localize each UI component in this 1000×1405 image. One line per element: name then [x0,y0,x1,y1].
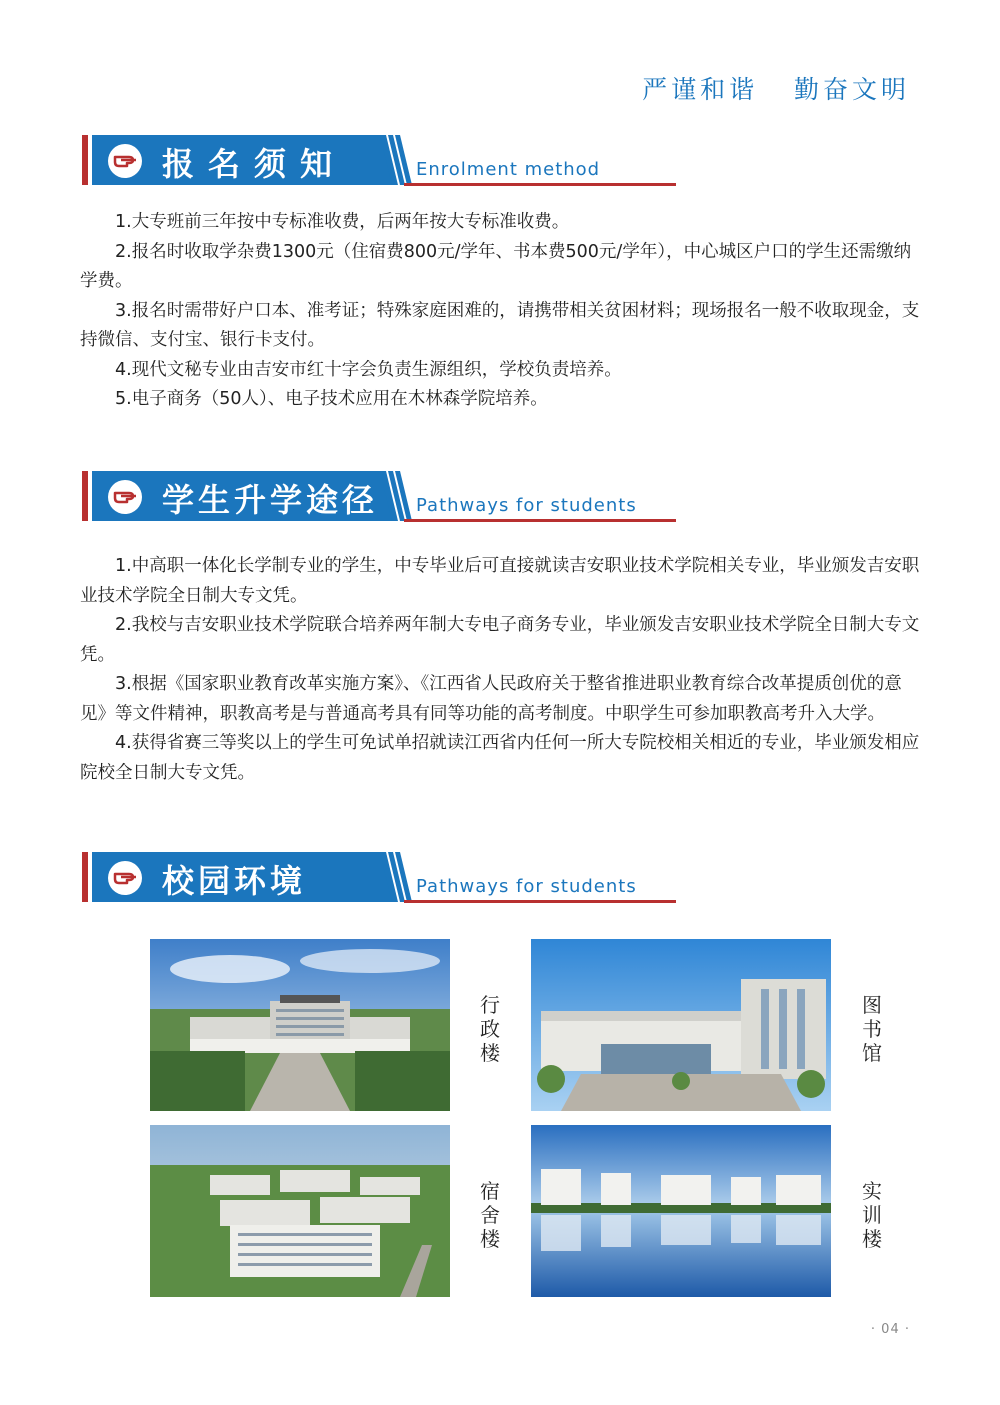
section-title: 校园环境 [162,862,307,900]
photo-administration-building [150,939,450,1111]
paragraph: 1.大专班前三年按中专标准收费，后两年按大专标准收费。 [115,212,570,232]
section-header-pathways [82,471,682,523]
pathways-paragraphs [80,552,920,788]
paragraph: 5.电子商务（50人）、电子技术应用在木林森学院培养。 [115,389,548,409]
pointing-hand-icon [107,143,143,179]
section-title: 学生升学途径 [162,481,379,519]
paragraph: 1.中高职一体化长学制专业的学生，中专毕业后可直接就读吉安职业技术学院相关专业，毕业颁发吉安职业技术学院全日制大专文凭。 [80,556,920,606]
photo-label: 图书馆 [862,993,882,1065]
photo-label: 实训楼 [862,1179,882,1251]
enrolment-paragraphs [80,208,920,415]
paragraph: 2.我校与吉安职业技术学院联合培养两年制大专电子商务专业，毕业颁发吉安职业技术学院全日制大专文凭。 [80,615,920,665]
photo-library [531,939,831,1111]
paragraph: 3.根据《国家职业教育改革实施方案》、《江西省人民政府关于整省推进职业教育综合改革提质创优的意见》等文件精神，职教高考是与普通高考具有同等功能的高考制度。中职学生可参加职教高考升入大学。 [80,674,902,724]
paragraph: 2.报名时收取学杂费1300元（住宿费800元/学年、书本费500元/学年），中心城区户口的学生还需缴纳学费。 [80,241,912,291]
pointing-hand-icon [107,860,143,896]
photo-training-building [531,1125,831,1297]
paragraph: 3.报名时需带好户口本、准考证；特殊家庭困难的，请携带相关贫困材料；现场报名一般不收取现金，支持微信、支付宝、银行卡支付。 [80,300,920,350]
section-header-enrolment [82,135,682,187]
paragraph: 4.现代文秘专业由吉安市红十字会负责生源组织，学校负责培养。 [115,359,622,380]
school-motto: 严谨和谐 勤奋文明 [642,75,910,104]
section-title: 报名须知 [162,145,347,183]
section-subtitle: Pathways for students [416,495,637,516]
paragraph: 4.获得省赛三等奖以上的学生可免试单招就读江西省内任何一所大专院校相关相近的专业，毕业颁发相应院校全日制大专文凭。 [80,733,920,783]
section-subtitle: Pathways for students [416,876,637,897]
photo-dormitory [150,1125,450,1297]
section-header-campus [82,852,682,904]
photo-label: 行政楼 [480,993,500,1065]
section-subtitle: Enrolment method [416,159,601,180]
page-number: · 04 · [870,1322,910,1337]
pointing-hand-icon [107,479,143,515]
photo-label: 宿舍楼 [480,1179,500,1251]
